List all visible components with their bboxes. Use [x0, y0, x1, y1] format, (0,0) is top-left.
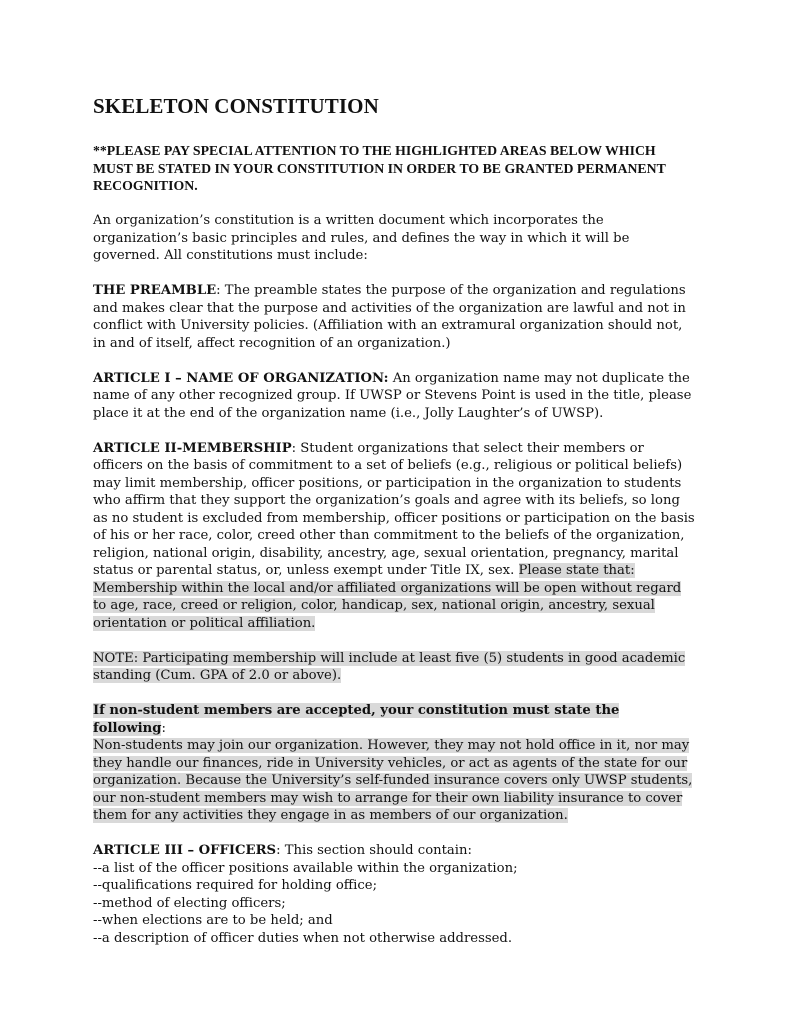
nonstudent-paragraph [93, 702, 695, 825]
officer-requirements-list [93, 860, 695, 948]
list-item: --a description of officer duties when not otherwise addressed. [93, 930, 513, 946]
list-item: --qualifications required for holding office; [93, 878, 378, 893]
article-3-text: : This section should contain: [276, 843, 472, 858]
article-2-heading: ARTICLE II-MEMBERSHIP [93, 440, 292, 456]
nonstudent-colon: : [161, 720, 166, 736]
nonstudent-highlight: Non-students may join our organization. However, they may not hold office in it, nor may they handle our finances, ride in University vehicles, or act as agents of the state for our organization. Because the University’s self-funded insurance covers only UWSP students, our non-student members may wish to arrange for their own liability insurance to cover them for any activities they engage in as members of our organization. [93, 738, 693, 823]
membership-highlight: Please state that: Membership within the local and/or affiliated organizations will be open without regard to age, race, creed or religion, color, handicap, sex, national origin, ancestry, sexual orientation or political affiliation. [93, 563, 682, 631]
note-paragraph [93, 650, 695, 685]
preamble-paragraph [93, 282, 695, 352]
list-item: --a list of the officer positions available within the organization; [93, 860, 518, 876]
article-3-paragraph [93, 842, 695, 860]
preamble-text: : The preamble states the purpose of the organization and regulations and makes clear that the purpose and activities of the organization are lawful and not in conflict with University policies. (Affiliation with an extramural organization should not, in and of itself, affect recognition of an organization.) [93, 283, 686, 351]
article-1-text: An organization name may not duplicate the name of any other recognized group. If UWSP or Stevens Point is used in the title, please place it at the end of the organization name (i.e., Jolly Laughter’s of UWSP). [93, 370, 692, 421]
list-item: --when elections are to be held; and [93, 913, 333, 928]
article-3-heading: ARTICLE III – OFFICERS [93, 843, 277, 858]
preamble-heading: THE PREAMBLE [93, 283, 217, 298]
document-title: SKELETON CONSTITUTION [93, 94, 379, 118]
intro-paragraph: An organization’s constitution is a written document which incorporates the organization’s basic principles and rules, and defines the way in which it will be governed. All constitutions must include: [93, 213, 630, 263]
list-item: --method of electing officers; [93, 895, 286, 911]
article-2-text: : Student organizations that select their members or officers on the basis of commitment to a set of beliefs (e.g., religious or political beliefs) may limit membership, officer positions, or participation in the organization to students who affirm that they support the organization’s goals and agree with its beliefs, so long as no student is excluded from membership, officer positions or participation on the basis of his or her race, color, creed other than commitment to the beliefs of the organization, religion, national origin, disability, ancestry, age, sexual orientation, pregnancy, marital status or parental status, or, unless exempt under Title IX, sex. [93, 440, 695, 578]
note-highlight: NOTE: Participating membership will include at least five (5) students in good academic standing (Cum. GPA of 2.0 or above). [93, 650, 686, 683]
nonstudent-heading: If non-student members are accepted, your constitution must state the following [93, 703, 620, 736]
article-2-paragraph [93, 440, 695, 633]
article-1-paragraph [93, 370, 695, 423]
article-1-heading: ARTICLE I – NAME OF ORGANIZATION: [93, 370, 389, 386]
attention-notice: **PLEASE PAY SPECIAL ATTENTION TO THE HIGHLIGHTED AREAS BELOW WHICH MUST BE STATED IN YOUR CONSTITUTION IN ORDER TO BE GRANTED PERMANENT RECOGNITION. [93, 143, 666, 193]
